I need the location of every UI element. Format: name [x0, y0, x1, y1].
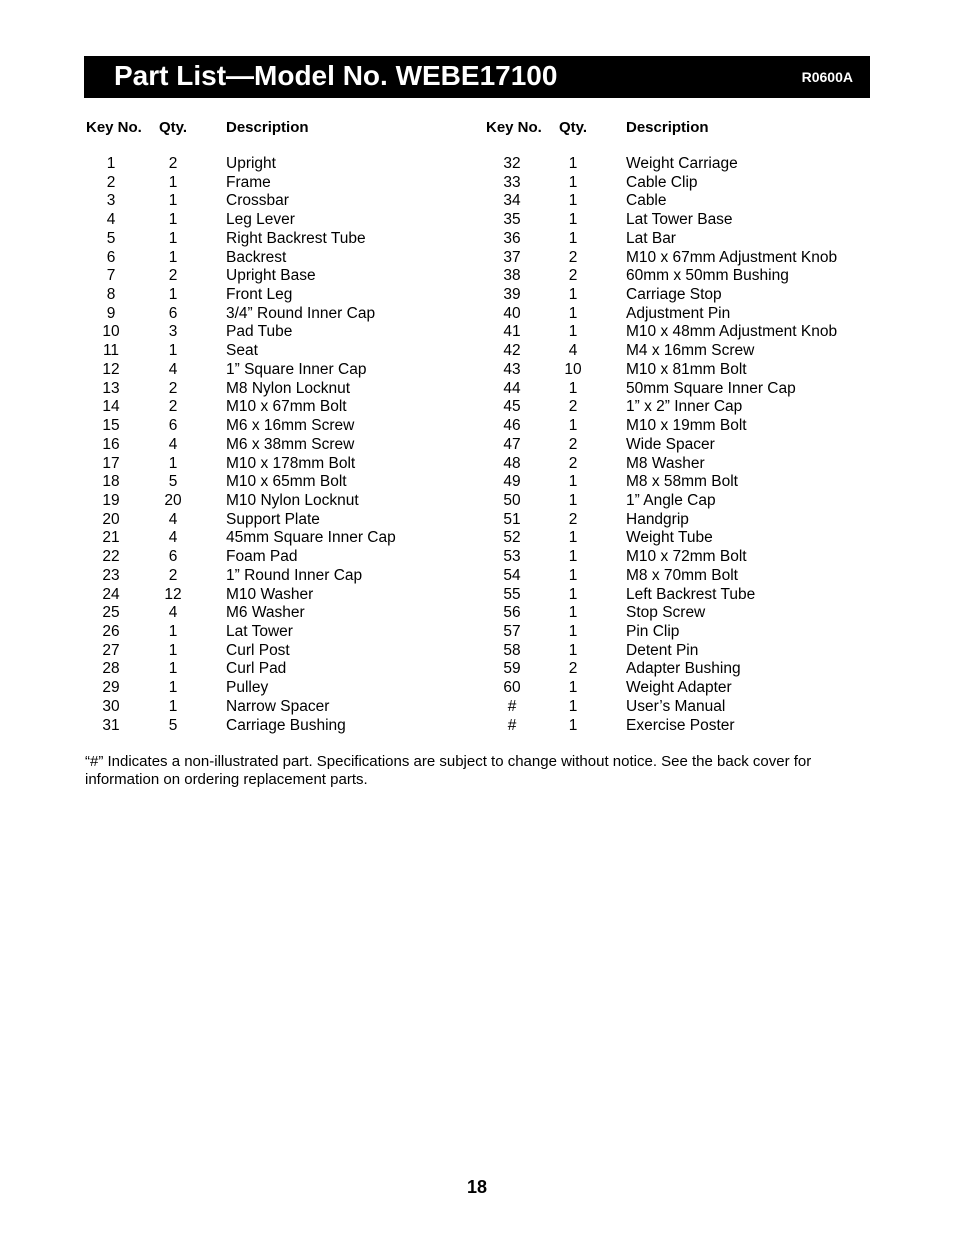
part-key-no: 58 [503, 641, 521, 659]
part-key-no: 60 [503, 679, 521, 697]
part-qty: 12 [164, 585, 182, 603]
part-key-no: 4 [106, 211, 116, 229]
part-description: Crossbar [226, 192, 289, 210]
part-key-no: 3 [106, 192, 116, 210]
part-row [0, 492, 954, 511]
part-row [0, 174, 954, 193]
part-description: Stop Screw [626, 604, 706, 622]
part-row [0, 511, 954, 530]
header-qty-left: Qty. [159, 119, 188, 136]
part-row [0, 660, 954, 679]
part-description: 1” x 2” Inner Cap [626, 398, 743, 416]
part-qty: 1 [568, 529, 578, 547]
part-qty: 1 [168, 211, 178, 229]
part-description: M10 x 67mm Bolt [226, 398, 347, 416]
part-key-no: 56 [503, 604, 521, 622]
part-description: M10 x 67mm Adjustment Knob [626, 248, 838, 266]
part-key-no: 37 [503, 248, 521, 266]
part-description: Pulley [226, 679, 269, 697]
part-description: 60mm x 50mm Bushing [626, 267, 789, 285]
part-row [0, 286, 954, 305]
part-row [0, 267, 954, 286]
document-code: R0600A [801, 69, 853, 85]
part-key-no: 5 [106, 229, 116, 247]
part-description: Weight Tube [626, 529, 713, 547]
part-key-no: 11 [102, 342, 120, 360]
part-description: M10 Washer [226, 585, 314, 603]
part-row [0, 323, 954, 342]
part-qty: 1 [568, 211, 578, 229]
part-key-no: 18 [102, 473, 120, 491]
part-description: Exercise Poster [626, 716, 735, 734]
part-row [0, 642, 954, 661]
part-qty: 6 [168, 304, 178, 322]
part-qty: 1 [568, 585, 578, 603]
part-description: User’s Manual [626, 697, 726, 715]
part-qty: 2 [568, 454, 578, 472]
part-row [0, 586, 954, 605]
part-description: Carriage Bushing [226, 716, 346, 734]
part-row [0, 679, 954, 698]
part-key-no: 35 [503, 211, 521, 229]
part-description: M8 Nylon Locknut [226, 379, 351, 397]
part-row [0, 398, 954, 417]
part-description: M4 x 16mm Screw [626, 342, 755, 360]
part-description: M8 Washer [626, 454, 705, 472]
part-qty: 2 [168, 267, 178, 285]
part-key-no: 36 [503, 229, 521, 247]
part-qty: 1 [568, 417, 578, 435]
part-description: Support Plate [226, 510, 320, 528]
part-qty: 1 [168, 192, 178, 210]
part-description: Lat Tower [226, 622, 293, 640]
part-qty: 1 [568, 491, 578, 509]
part-qty: 4 [168, 510, 178, 528]
part-description: Upright [226, 155, 276, 172]
part-key-no: 32 [503, 155, 521, 172]
part-qty: 1 [168, 248, 178, 266]
part-description: 1” Square Inner Cap [226, 360, 367, 378]
part-key-no: 27 [102, 641, 120, 659]
part-qty: 4 [168, 604, 178, 622]
part-key-no: 48 [503, 454, 521, 472]
part-key-no: 53 [503, 548, 521, 566]
part-qty: 10 [564, 360, 582, 378]
part-qty: 2 [168, 566, 178, 584]
part-qty: 2 [168, 398, 178, 416]
part-description: Adjustment Pin [626, 304, 731, 322]
part-qty: 1 [568, 323, 578, 341]
part-key-no: 29 [102, 679, 120, 697]
parts-list-right [0, 155, 954, 735]
part-qty: 20 [164, 491, 182, 509]
part-key-no: # [507, 697, 517, 715]
part-row [0, 380, 954, 399]
part-row [0, 436, 954, 455]
part-qty: 1 [168, 622, 178, 640]
part-key-no: 9 [106, 304, 116, 322]
part-row [0, 623, 954, 642]
part-key-no: 55 [503, 585, 521, 603]
part-key-no: 45 [503, 398, 521, 416]
part-qty: 4 [568, 342, 578, 360]
part-row [0, 192, 954, 211]
part-description: Detent Pin [626, 641, 699, 659]
part-qty: 2 [568, 248, 578, 266]
part-key-no: 44 [503, 379, 521, 397]
part-qty: 1 [168, 697, 178, 715]
part-qty: 1 [568, 641, 578, 659]
header-description-right: Description [626, 119, 709, 136]
part-qty: 1 [568, 379, 578, 397]
part-qty: 2 [168, 155, 178, 172]
part-key-no: 42 [503, 342, 521, 360]
part-description: Lat Tower Base [626, 211, 733, 229]
part-description: Backrest [226, 248, 287, 266]
part-key-no: 20 [102, 510, 120, 528]
part-key-no: 31 [102, 716, 120, 734]
part-key-no: 6 [106, 248, 116, 266]
part-qty: 5 [168, 473, 178, 491]
part-qty: 1 [568, 286, 578, 304]
part-key-no: 40 [503, 304, 521, 322]
part-key-no: 23 [102, 566, 120, 584]
part-description: Foam Pad [226, 548, 298, 566]
part-description: Pin Clip [626, 622, 680, 640]
part-key-no: 38 [503, 267, 521, 285]
part-key-no: # [507, 716, 517, 734]
part-description: M10 x 72mm Bolt [626, 548, 747, 566]
part-qty: 6 [168, 417, 178, 435]
part-key-no: 25 [102, 604, 120, 622]
part-row [0, 548, 954, 567]
part-key-no: 22 [102, 548, 120, 566]
part-key-no: 24 [102, 585, 120, 603]
part-key-no: 12 [102, 360, 120, 378]
part-qty: 2 [568, 267, 578, 285]
part-qty: 1 [168, 454, 178, 472]
part-description: Curl Post [226, 641, 290, 659]
part-row [0, 305, 954, 324]
part-description: M10 x 48mm Adjustment Knob [626, 323, 838, 341]
part-description: Pad Tube [226, 323, 293, 341]
part-qty: 3 [168, 323, 178, 341]
part-key-no: 2 [106, 173, 116, 191]
header-qty-right: Qty. [559, 119, 588, 136]
part-key-no: 52 [503, 529, 521, 547]
part-description: M8 x 70mm Bolt [626, 566, 738, 584]
part-key-no: 26 [102, 622, 120, 640]
part-description: Carriage Stop [626, 286, 722, 304]
part-key-no: 10 [102, 323, 120, 341]
part-qty: 1 [168, 641, 178, 659]
part-key-no: 59 [503, 660, 521, 678]
part-key-no: 1 [106, 155, 116, 172]
part-qty: 2 [568, 660, 578, 678]
part-key-no: 51 [503, 510, 521, 528]
part-description: 50mm Square Inner Cap [626, 379, 796, 397]
part-key-no: 21 [102, 529, 120, 547]
part-description: M10 x 81mm Bolt [626, 360, 747, 378]
part-row [0, 567, 954, 586]
part-qty: 5 [168, 716, 178, 734]
header-key-no-left: Key No. [86, 119, 142, 136]
part-key-no: 16 [102, 435, 120, 453]
part-qty: 1 [568, 548, 578, 566]
part-qty: 1 [568, 229, 578, 247]
part-description: M10 x 19mm Bolt [626, 417, 747, 435]
part-description: 45mm Square Inner Cap [226, 529, 396, 547]
part-description: Curl Pad [226, 660, 287, 678]
part-qty: 1 [568, 155, 578, 172]
part-description: Front Leg [226, 286, 293, 304]
part-qty: 4 [168, 360, 178, 378]
part-description: Weight Carriage [626, 155, 738, 172]
part-description: M10 x 65mm Bolt [226, 473, 347, 491]
part-qty: 1 [168, 342, 178, 360]
part-row [0, 529, 954, 548]
part-description: Narrow Spacer [226, 697, 330, 715]
part-key-no: 14 [102, 398, 120, 416]
part-row [0, 249, 954, 268]
title-bar [84, 56, 870, 98]
part-description: Lat Bar [626, 229, 676, 247]
part-key-no: 19 [102, 491, 120, 509]
part-row [0, 155, 954, 174]
part-key-no: 34 [503, 192, 521, 210]
part-qty: 6 [168, 548, 178, 566]
part-row [0, 361, 954, 380]
part-description: Weight Adapter [626, 679, 732, 697]
part-key-no: 17 [102, 454, 120, 472]
part-qty: 1 [168, 229, 178, 247]
page-title: Part List—Model No. WEBE17100 [114, 60, 558, 91]
part-qty: 1 [568, 679, 578, 697]
part-qty: 2 [568, 398, 578, 416]
part-key-no: 41 [503, 323, 521, 341]
part-key-no: 8 [106, 286, 116, 304]
part-qty: 1 [568, 716, 578, 734]
header-description-left: Description [226, 119, 309, 136]
part-row [0, 342, 954, 361]
part-key-no: 46 [503, 417, 521, 435]
part-description: M10 x 178mm Bolt [226, 454, 356, 472]
part-description: Upright Base [226, 267, 316, 285]
part-key-no: 7 [106, 267, 116, 285]
part-description: 1” Round Inner Cap [226, 566, 363, 584]
part-description: Frame [226, 173, 271, 191]
part-description: M6 Washer [226, 604, 305, 622]
part-description: Seat [226, 342, 258, 360]
part-qty: 2 [568, 435, 578, 453]
part-row [0, 717, 954, 736]
part-qty: 4 [168, 529, 178, 547]
part-qty: 1 [568, 697, 578, 715]
page-number: 18 [466, 1177, 488, 1197]
part-key-no: 33 [503, 173, 521, 191]
part-description: Cable Clip [626, 173, 698, 191]
part-qty: 1 [568, 192, 578, 210]
part-description: Left Backrest Tube [626, 585, 756, 603]
part-row [0, 417, 954, 436]
part-description: M6 x 16mm Screw [226, 417, 355, 435]
header-key-no-right: Key No. [486, 119, 542, 136]
part-description: M8 x 58mm Bolt [626, 473, 738, 491]
part-key-no: 43 [503, 360, 521, 378]
part-qty: 1 [568, 304, 578, 322]
part-description: Adapter Bushing [626, 660, 741, 678]
part-row [0, 604, 954, 623]
part-description: 1” Angle Cap [626, 491, 716, 509]
part-row [0, 211, 954, 230]
part-qty: 1 [568, 566, 578, 584]
part-description: M6 x 38mm Screw [226, 435, 355, 453]
part-qty: 2 [568, 510, 578, 528]
part-qty: 1 [168, 660, 178, 678]
part-key-no: 39 [503, 286, 521, 304]
part-key-no: 57 [503, 622, 521, 640]
part-description: Right Backrest Tube [226, 229, 366, 247]
part-row [0, 473, 954, 492]
part-description: Wide Spacer [626, 435, 715, 453]
part-description: M10 Nylon Locknut [226, 491, 359, 509]
part-key-no: 49 [503, 473, 521, 491]
part-key-no: 13 [102, 379, 120, 397]
part-qty: 1 [168, 679, 178, 697]
part-qty: 1 [568, 604, 578, 622]
part-key-no: 30 [102, 697, 120, 715]
part-key-no: 54 [503, 566, 521, 584]
part-description: Leg Lever [226, 211, 295, 229]
part-qty: 1 [568, 473, 578, 491]
part-key-no: 50 [503, 491, 521, 509]
part-qty: 2 [168, 379, 178, 397]
footnote: “#” Indicates a non-illustrated part. Specifications are subject to change without notice. See the back cover for information on ordering replacement parts. [85, 753, 812, 788]
part-key-no: 28 [102, 660, 120, 678]
part-qty: 4 [168, 435, 178, 453]
part-description: Cable [626, 192, 667, 210]
part-row [0, 455, 954, 474]
part-key-no: 47 [503, 435, 521, 453]
part-key-no: 15 [102, 417, 120, 435]
part-qty: 1 [168, 286, 178, 304]
part-row [0, 230, 954, 249]
part-row [0, 698, 954, 717]
part-qty: 1 [168, 173, 178, 191]
part-qty: 1 [568, 622, 578, 640]
part-description: Handgrip [626, 510, 689, 528]
part-qty: 1 [568, 173, 578, 191]
part-description: 3/4” Round Inner Cap [226, 304, 376, 322]
